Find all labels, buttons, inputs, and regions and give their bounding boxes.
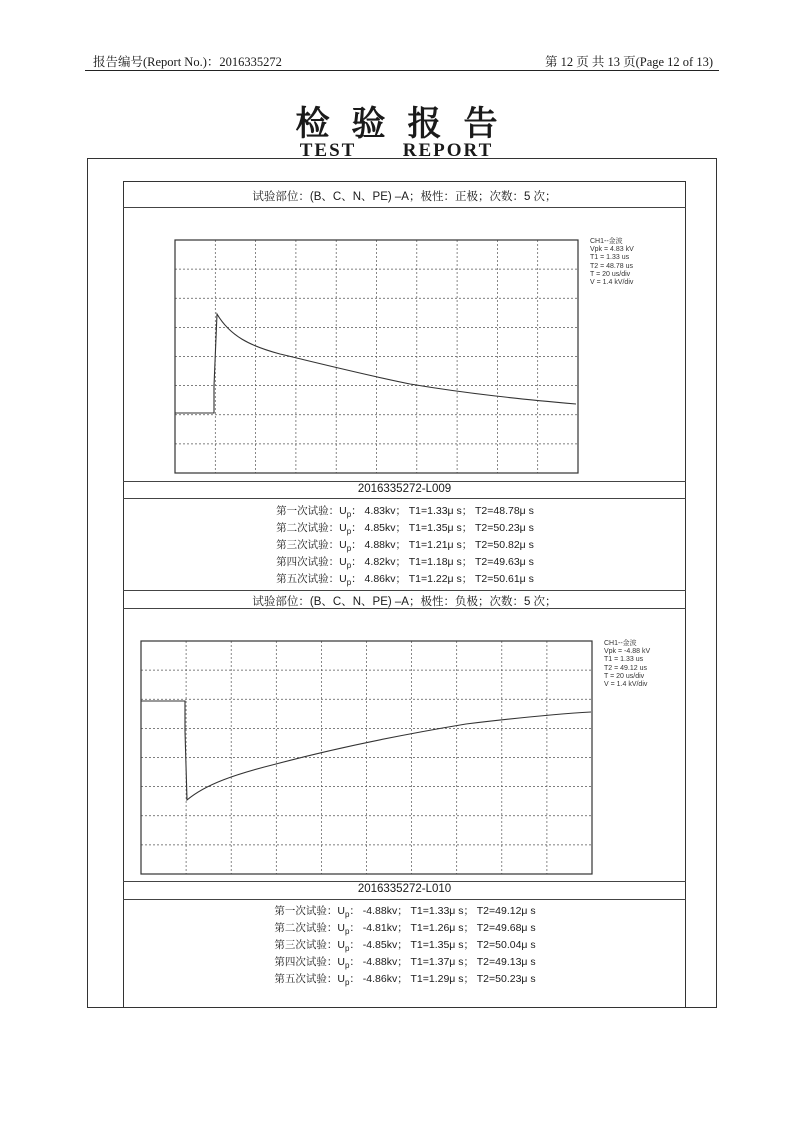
front-time-t1: T1=1.33μ s； [410,905,477,917]
trial-result-row [230,920,580,936]
peak-voltage: $U_p$： 4.82kv； [339,555,409,570]
report-number: 报告编号(Report No.)：2016335272 [93,55,282,69]
peak-voltage: $U_p$： 4.83kv； [339,505,409,520]
trial-result-row [230,954,580,970]
legend-line: T2 = 49.12 us [604,664,648,672]
test-code-negative: 2016335272-L010 [357,883,452,895]
peak-voltage: $U_p$： 4.85kv； [339,521,409,536]
legend-line: T2 = 48.78 us [590,262,634,270]
test-condition-negative: 试验部位：(B、C、N、PE) –A；极性：负极；次数：5 次； [252,596,557,608]
legend-line: CH1--金波 [604,640,637,647]
tail-time-t2: T2=50.23μ s [475,521,534,534]
peak-voltage: $U_p$： -4.86kv； [337,972,411,987]
front-time-t1: T1=1.18μ s； [408,555,476,568]
trial-label: 第三次试验： [274,938,338,951]
scope-legend-positive [590,238,634,287]
legend-line: Vpk = -4.88 kV [604,648,651,656]
trial-label: 第五次试验： [274,972,338,985]
legend-line: T = 20 us/div [590,270,631,278]
legend-line: Vpk = 4.83 kV [590,246,634,254]
tail-time-t2: T2=50.04μ s [476,938,536,951]
legend-line: T = 20 us/div [604,672,645,680]
trial-result-row [230,554,580,570]
legend-line: T1 = 1.33 us [604,656,644,664]
row-divider [123,590,686,591]
legend-line: V = 1.4 kV/div [590,279,634,287]
trial-label: 第四次试验： [276,555,340,568]
peak-voltage: $U_p$： -4.88kv； [337,955,411,970]
trial-result-row [230,503,580,519]
tail-time-t2: T2=50.61μ s [475,572,534,585]
waveform-plot-positive [170,236,590,478]
test-code-positive: 2016335272-L009 [357,483,452,495]
peak-voltage: $U_p$： -4.85kv； [337,938,411,953]
tail-time-t2: T2=49.13μ s [476,955,536,968]
peak-voltage: $U_p$： 4.86kv； [339,572,409,587]
legend-line: CH1--金波 [590,238,623,245]
waveform-curve [141,701,591,800]
row-divider [123,899,686,900]
trial-result-row [230,571,580,587]
front-time-t1: T1=1.26μ s； [410,921,477,934]
trial-label: 第一次试验： [276,505,340,517]
peak-voltage: $U_p$： -4.81kv； [337,921,411,936]
front-time-t1: T1=1.37μ s； [410,955,477,968]
header-divider [85,70,719,71]
row-divider [123,498,686,499]
tail-time-t2: T2=48.78μ s [475,505,534,517]
row-divider [123,481,686,482]
page-number: 第 12 页 共 13 页(Page 12 of 13) [544,55,713,69]
peak-voltage: $U_p$： -4.88kv； [337,905,411,920]
row-divider [123,207,686,208]
trial-result-row [230,903,580,919]
tail-time-t2: T2=50.82μ s [475,538,534,551]
scope-legend-negative [604,640,650,689]
tail-time-t2: T2=50.23μ s [476,972,536,985]
trial-label: 第二次试验： [274,921,338,934]
front-time-t1: T1=1.33μ s； [408,505,476,517]
trial-result-row [230,520,580,536]
report-title-en: TEST REPORT [299,140,494,161]
peak-voltage: $U_p$： 4.88kv； [339,538,409,553]
tail-time-t2: T2=49.63μ s [475,555,534,568]
trial-label: 第四次试验： [274,955,338,968]
waveform-curve [175,314,576,413]
legend-line: T1 = 1.33 us [590,254,630,262]
trial-label: 第三次试验： [276,538,340,551]
tail-time-t2: T2=49.68μ s [476,921,536,934]
front-time-t1: T1=1.22μ s； [408,572,476,585]
row-divider [123,881,686,882]
trial-label: 第一次试验： [274,905,338,917]
trial-label: 第五次试验： [276,572,340,585]
front-time-t1: T1=1.35μ s； [410,938,477,951]
front-time-t1: T1=1.29μ s； [410,972,477,985]
trial-result-row [230,937,580,953]
tail-time-t2: T2=49.12μ s [476,905,536,917]
row-divider [123,608,686,609]
trial-label: 第二次试验： [276,521,340,534]
legend-line: V = 1.4 kV/div [604,681,648,689]
trial-result-row [230,971,580,987]
report-title-cn: 检验报告 [295,104,520,144]
front-time-t1: T1=1.35μ s； [408,521,476,534]
test-condition-positive: 试验部位：(B、C、N、PE) –A；极性：正极；次数：5 次； [252,191,557,203]
front-time-t1: T1=1.21μ s； [408,538,476,551]
trial-result-row [230,537,580,553]
waveform-plot-negative [136,636,596,878]
